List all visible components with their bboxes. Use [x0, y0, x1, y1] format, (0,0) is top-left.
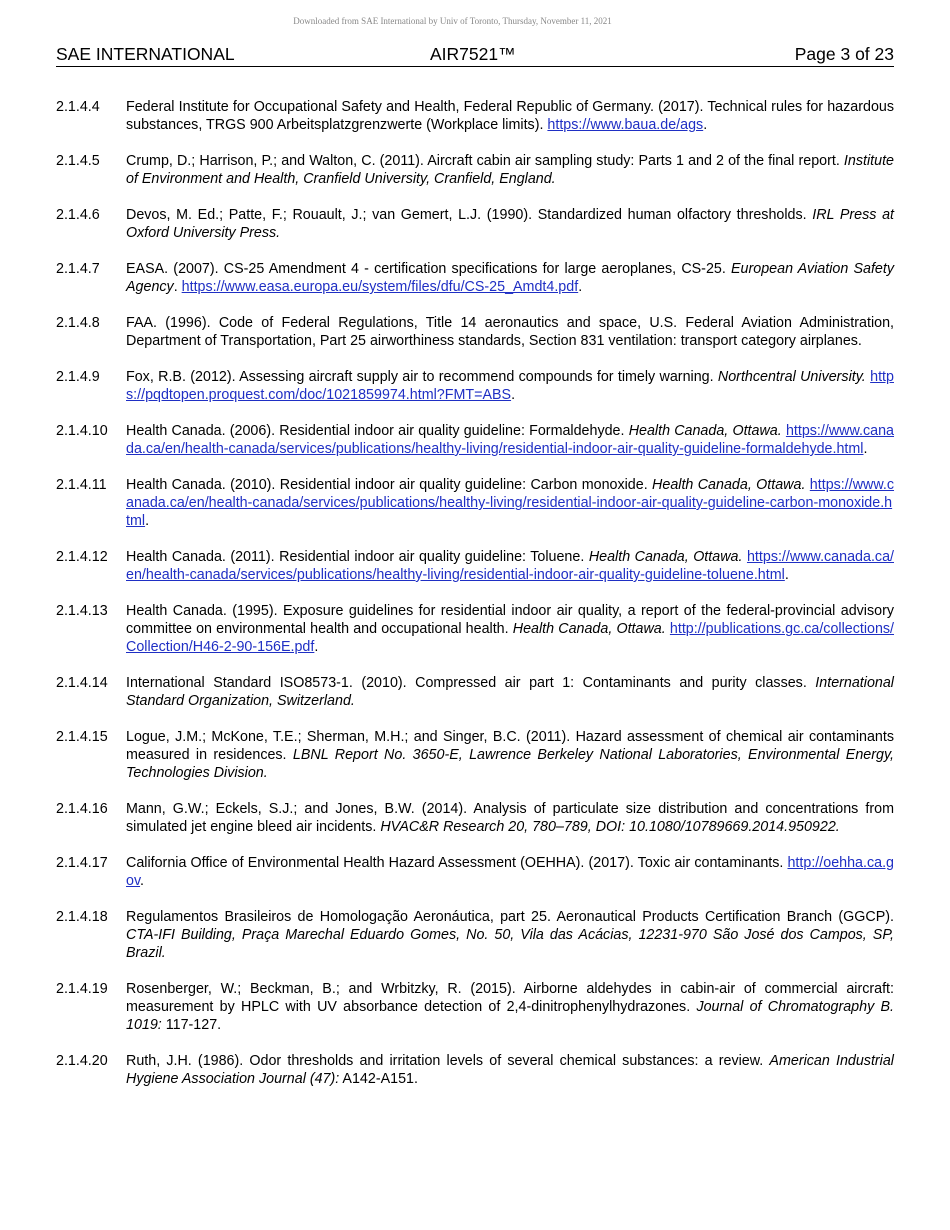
reference-body — [126, 548, 894, 584]
reference-number: 2.1.4.6 — [56, 207, 100, 223]
reference-text: International Standard ISO8573-1. (2010). Compressed air part 1: Contaminants and purity classes. — [126, 675, 816, 691]
reference-item — [56, 602, 894, 656]
reference-source: Institute of Environment and Health, Cranfield University, Cranfield, England. — [126, 153, 894, 187]
reference-link[interactable]: https://www.canada.ca/en/health-canada/services/publications/healthy-living/residential-indoor-air-quality-guideline-carbon-monoxide.html — [126, 477, 895, 529]
reference-text: Mann, G.W.; Eckels, S.J.; and Jones, B.W. (2014). Analysis of particulate size distribution and concentrations from simulated jet engine bleed air incidents. — [126, 801, 894, 835]
reference-text: Rosenberger, W.; Beckman, B.; and Wrbitzky, R. (2015). Airborne aldehydes in cabin-air of commercial aircraft: measurement by HPLC with UV absorbance detection of 2,4-dinitrophenylhydrazones. — [126, 981, 894, 1015]
page-header — [56, 44, 894, 67]
document-id: AIR7521™ — [430, 44, 516, 64]
reference-item — [56, 476, 894, 530]
reference-source: HVAC&R Research 20, 780–789, DOI: 10.1080/10789669.2014.950922. — [380, 819, 840, 835]
reference-source: European Aviation Safety Agency — [126, 261, 894, 295]
reference-list — [56, 98, 894, 1106]
reference-text: Ruth, J.H. (1986). Odor thresholds and irritation levels of several chemical substances: a review. — [126, 1053, 770, 1069]
reference-number: 2.1.4.18 — [56, 909, 108, 925]
reference-text: Health Canada. (2006). Residential indoor air quality guideline: Formaldehyde. — [126, 423, 629, 439]
reference-text: Regulamentos Brasileiros de Homologação Aeronáutica, part 25. Aeronautical Products Certification Branch (GGCP). — [126, 909, 894, 925]
reference-number: 2.1.4.8 — [56, 315, 100, 331]
reference-end: . — [578, 279, 583, 295]
reference-body — [126, 476, 894, 530]
reference-text-tail: 117-127. — [161, 1017, 222, 1033]
reference-number: 2.1.4.10 — [56, 423, 108, 439]
reference-body — [126, 800, 894, 836]
reference-text: Health Canada. (1995). Exposure guidelines for residential indoor air quality, a report of the federal-provincial advisory committee on environmental health and occupational health. — [126, 603, 894, 637]
reference-item — [56, 152, 894, 188]
reference-link[interactable]: http://oehha.ca.gov — [126, 855, 894, 889]
reference-end: . — [511, 387, 516, 403]
download-watermark: Downloaded from SAE International by Univ of Toronto, Thursday, November 11, 2021 — [293, 16, 612, 26]
reference-number: 2.1.4.4 — [56, 99, 100, 115]
reference-text: Health Canada. (2011). Residential indoor air quality guideline: Toluene. — [126, 549, 589, 565]
reference-source: Health Canada, Ottawa. — [588, 549, 743, 565]
reference-body — [126, 260, 894, 296]
reference-link[interactable]: https://www.baua.de/ags — [547, 117, 704, 133]
reference-source: Northcentral University. — [717, 369, 866, 385]
reference-end: . — [863, 441, 868, 457]
reference-source: IRL Press at Oxford University Press. — [126, 207, 894, 241]
reference-number: 2.1.4.13 — [56, 603, 108, 619]
reference-body — [126, 602, 894, 656]
reference-source: LBNL Report No. 3650-E, Lawrence Berkeley National Laboratories, Environmental Energy, Technologies Division. — [126, 747, 895, 781]
reference-item — [56, 548, 894, 584]
reference-item — [56, 674, 894, 710]
reference-text-tail: A142-A151. — [339, 1071, 418, 1087]
reference-text: Federal Institute for Occupational Safety and Health, Federal Republic of Germany. (2017). Technical rules for hazardous substances, TRGS 900 Arbeitsplatzgrenzwerte (Workplace limits). — [126, 99, 894, 133]
reference-link[interactable]: https://www.canada.ca/en/health-canada/services/publications/healthy-living/residential-indoor-air-quality-guideline-toluene.html — [126, 549, 894, 583]
reference-source: American Industrial Hygiene Association Journal (47): — [126, 1053, 894, 1087]
reference-text: Logue, J.M.; McKone, T.E.; Sherman, M.H.; and Singer, B.C. (2011). Hazard assessment of chemical air contaminants measured in residences. — [126, 729, 894, 763]
reference-source: Journal of Chromatography B. 1019: — [126, 999, 894, 1033]
reference-number: 2.1.4.19 — [56, 981, 108, 997]
reference-body — [126, 152, 894, 188]
reference-number: 2.1.4.15 — [56, 729, 108, 745]
reference-text: FAA. (1996). Code of Federal Regulations, Title 14 aeronautics and space, U.S. Federal Aviation Administration, Department of Transportation, Part 25 airworthiness standards, Section 831 ventilation: transport category airplanes. — [126, 315, 894, 349]
reference-end: . — [784, 567, 789, 583]
page-number: Page 3 of 23 — [794, 44, 894, 64]
reference-text: Crump, D.; Harrison, P.; and Walton, C. (2011). Aircraft cabin air sampling study: Parts 1 and 2 of the final report. — [126, 153, 844, 169]
reference-source: International Standard Organization, Switzerland. — [126, 675, 894, 709]
reference-link[interactable]: http://publications.gc.ca/collections/Collection/H46-2-90-156E.pdf — [126, 621, 895, 655]
reference-body — [126, 206, 894, 242]
reference-source: CTA-IFI Building, Praça Marechal Eduardo Gomes, No. 50, Vila das Acácias, 12231-970 São José dos Campos, SP, Brazil. — [126, 927, 894, 961]
reference-end: . — [145, 513, 150, 529]
reference-item — [56, 980, 894, 1034]
reference-body — [126, 980, 894, 1034]
reference-text: EASA. (2007). CS-25 Amendment 4 - certification specifications for large aeroplanes, CS-25. — [126, 261, 732, 277]
reference-item — [56, 422, 894, 458]
reference-text: Fox, R.B. (2012). Assessing aircraft supply air to recommend compounds for timely warning. — [126, 369, 718, 385]
reference-number: 2.1.4.11 — [56, 477, 107, 493]
reference-item — [56, 206, 894, 242]
reference-body — [126, 1052, 894, 1088]
reference-source: Health Canada, Ottawa. — [512, 621, 666, 637]
reference-number: 2.1.4.17 — [56, 855, 108, 871]
reference-source: Health Canada, Ottawa. — [628, 423, 782, 439]
reference-link[interactable]: https://www.easa.europa.eu/system/files/dfu/CS-25_Amdt4.pdf — [181, 279, 579, 295]
reference-body — [126, 908, 894, 962]
reference-number: 2.1.4.9 — [56, 369, 100, 385]
reference-number: 2.1.4.5 — [56, 153, 100, 169]
reference-end: . — [703, 117, 708, 133]
reference-body — [126, 422, 894, 458]
reference-item — [56, 800, 894, 836]
reference-link[interactable]: https://pqdtopen.proquest.com/doc/1021859974.html?FMT=ABS — [126, 369, 894, 403]
reference-body — [126, 728, 894, 782]
reference-item — [56, 728, 894, 782]
reference-end: . — [140, 873, 145, 889]
reference-text-tail: . — [173, 279, 182, 295]
reference-text: Health Canada. (2010). Residential indoor air quality guideline: Carbon monoxide. — [126, 477, 653, 493]
reference-body — [126, 854, 894, 890]
reference-number: 2.1.4.16 — [56, 801, 108, 817]
reference-body — [126, 314, 894, 350]
reference-item — [56, 854, 894, 890]
reference-text: California Office of Environmental Health Hazard Assessment (OEHHA). (2017). Toxic air contaminants. — [126, 855, 788, 871]
reference-number: 2.1.4.14 — [56, 675, 108, 691]
reference-body — [126, 98, 894, 134]
reference-item — [56, 98, 894, 134]
reference-item — [56, 314, 894, 350]
reference-item — [56, 908, 894, 962]
reference-number: 2.1.4.7 — [56, 261, 100, 277]
reference-item — [56, 1052, 894, 1088]
reference-number: 2.1.4.20 — [56, 1053, 108, 1069]
reference-number: 2.1.4.12 — [56, 549, 108, 565]
publisher-name: SAE INTERNATIONAL — [56, 44, 235, 64]
reference-body — [126, 368, 894, 404]
reference-body — [126, 674, 894, 710]
reference-end: . — [314, 639, 319, 655]
reference-text: Devos, M. Ed.; Patte, F.; Rouault, J.; van Gemert, L.J. (1990). Standardized human olfactory thresholds. — [126, 207, 813, 223]
reference-item — [56, 260, 894, 296]
reference-link[interactable]: https://www.canada.ca/en/health-canada/services/publications/healthy-living/residential-indoor-air-quality-guideline-formaldehyde.html — [126, 423, 895, 457]
reference-item — [56, 368, 894, 404]
reference-source: Health Canada, Ottawa. — [652, 477, 806, 493]
